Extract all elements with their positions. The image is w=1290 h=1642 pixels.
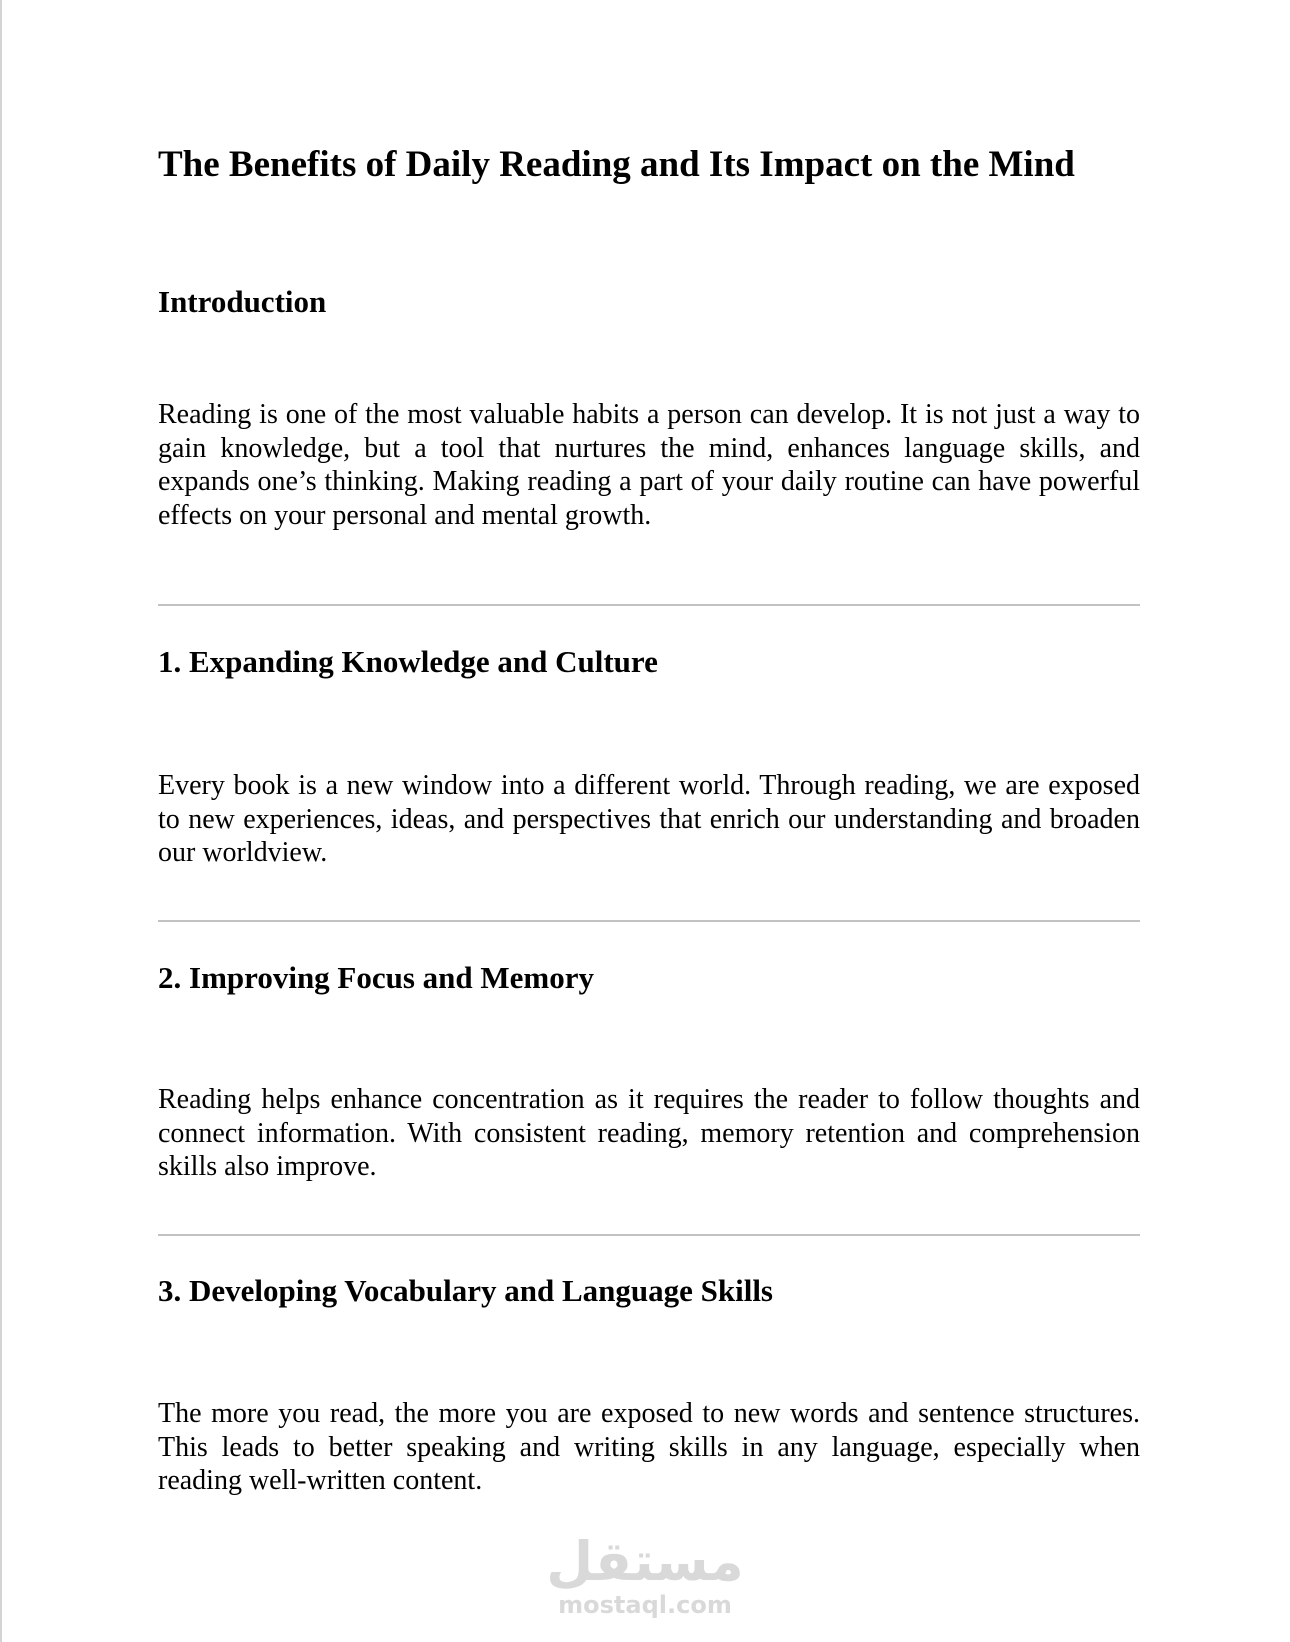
section-heading-introduction: Introduction [158,284,327,319]
watermark [520,1530,770,1619]
section-body-vocabulary: The more you read, the more you are exposed to new words and sentence structures. This leads to better speaking and writing skills in any language, especially when reading well-written content. [158,1398,1140,1496]
section-heading-vocabulary: 3. Developing Vocabulary and Language Skills [158,1273,773,1308]
page-edge [0,0,2,1642]
section-heading-focus-memory: 2. Improving Focus and Memory [158,960,595,995]
section-divider [158,1234,1140,1236]
section-body-focus-memory: Reading helps enhance concentration as it requires the reader to follow thoughts and connect information. With consistent reading, memory retention and comprehension skills also improve. [158,1084,1140,1182]
section-divider [158,920,1140,922]
document-title: The Benefits of Daily Reading and Its Impact on the Mind [158,144,1075,185]
section-body-introduction: Reading is one of the most valuable habits a person can develop. It is not just a way to gain knowledge, but a tool that nurtures the mind, enhances language skills, and expands one’s thinking. Making reading a part of your daily routine can have powerful effects on your personal and mental growth. [158,399,1140,531]
section-divider [158,604,1140,606]
watermark-logo: مستقل [546,1530,744,1593]
watermark-url: mostaql.com [558,1591,732,1619]
section-heading-expanding-knowledge: 1. Expanding Knowledge and Culture [158,644,658,679]
section-body-expanding-knowledge: Every book is a new window into a different world. Through reading, we are exposed to new experiences, ideas, and perspectives that enrich our understanding and broaden our worldview. [158,770,1140,868]
